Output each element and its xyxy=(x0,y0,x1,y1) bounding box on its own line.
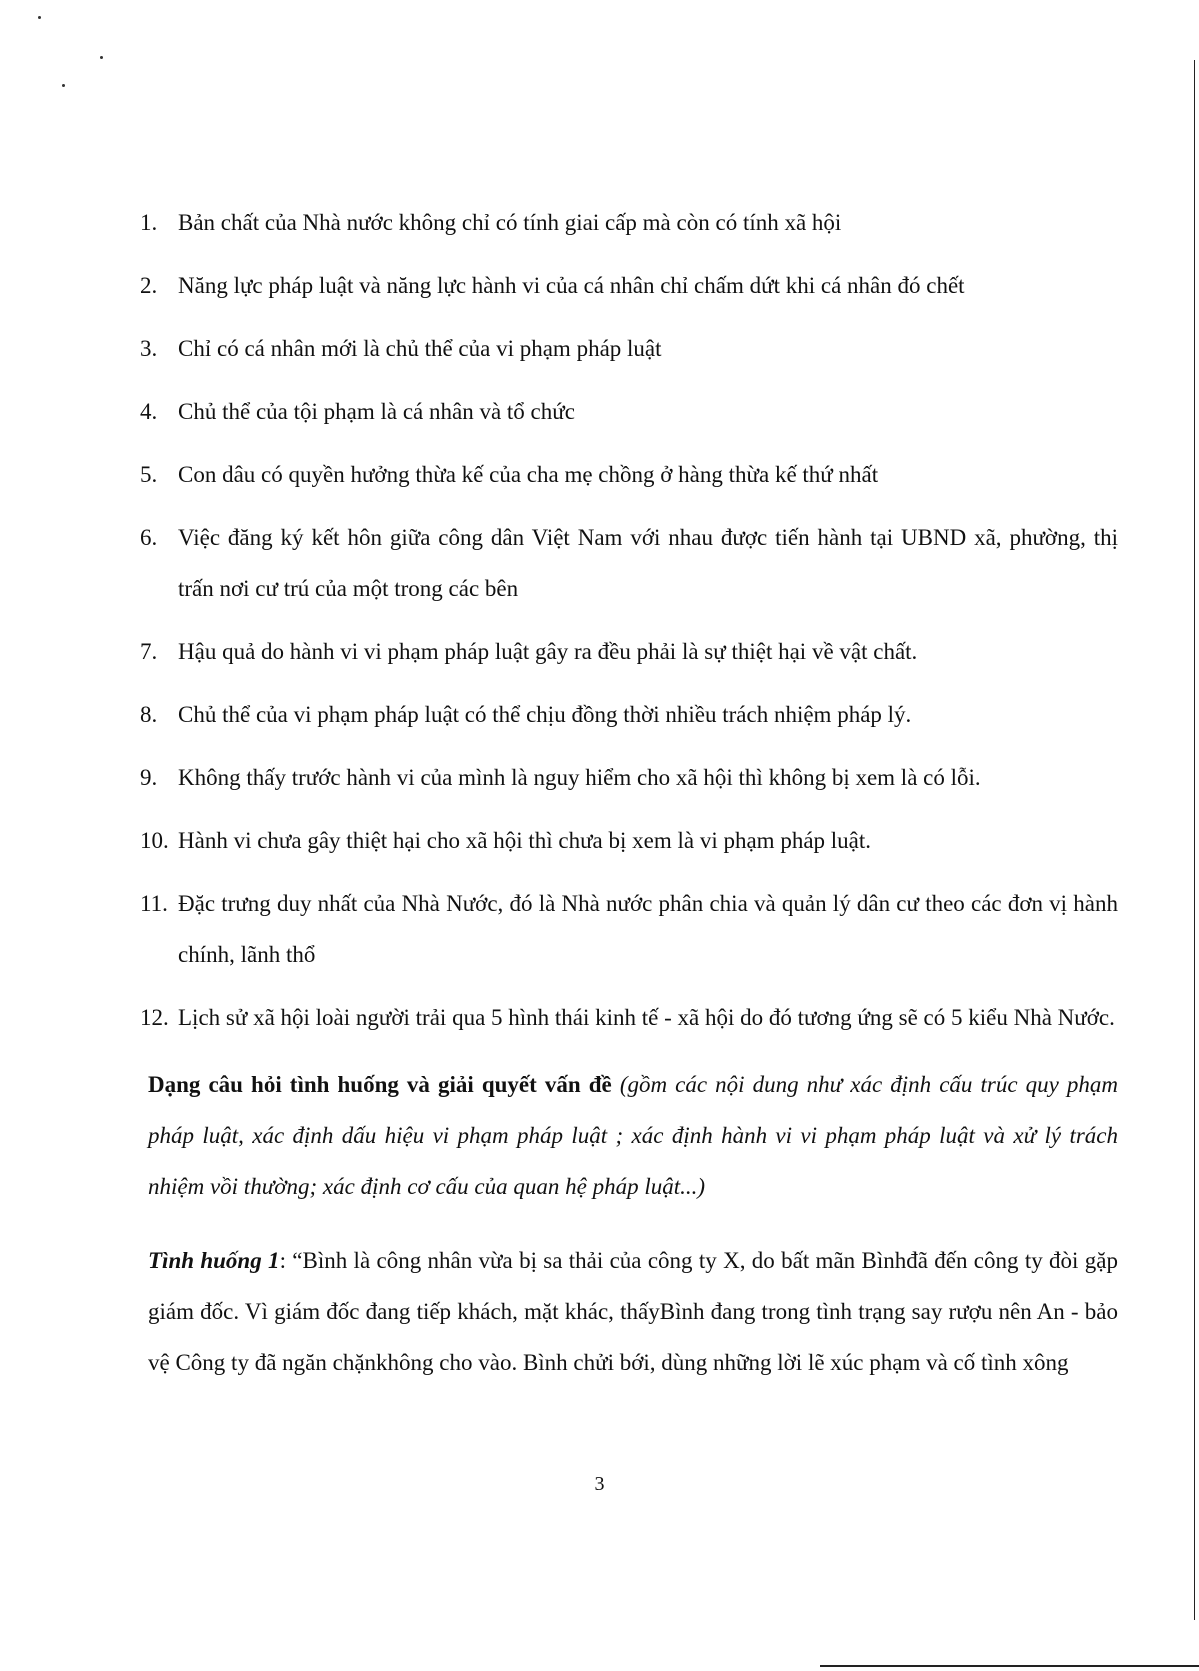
item-number: 9. xyxy=(140,765,158,790)
list-item xyxy=(140,992,1118,1043)
scan-speck xyxy=(100,56,103,59)
item-text: Đặc trưng duy nhất của Nhà Nước, đó là Nhà nước phân chia và quản lý dân cư theo các đơn vị hành chính, lãnh thổ xyxy=(178,891,1118,967)
item-text: Bản chất của Nhà nước không chỉ có tính giai cấp mà còn có tính xã hội xyxy=(178,210,842,235)
list-item xyxy=(140,512,1118,614)
item-number: 10. xyxy=(140,828,169,853)
list-item xyxy=(140,689,1118,740)
item-text: Lịch sử xã hội loài người trải qua 5 hình thái kinh tế - xã hội do đó tương ứng sẽ có 5 kiểu Nhà Nước. xyxy=(178,1005,1115,1030)
list-item xyxy=(140,815,1118,866)
list-item xyxy=(140,386,1118,437)
item-number: 3. xyxy=(140,336,158,361)
list-item xyxy=(140,752,1118,803)
item-text: Chủ thể của vi phạm pháp luật có thể chịu đồng thời nhiều trách nhiệm pháp lý. xyxy=(178,702,912,727)
case-paragraph xyxy=(148,1235,1118,1388)
list-item xyxy=(140,260,1118,311)
case-label: Tình huống 1 xyxy=(148,1248,280,1273)
section-heading: Dạng câu hỏi tình huống và giải quyết vấn đề xyxy=(148,1072,612,1097)
item-number: 8. xyxy=(140,702,158,727)
item-text: Năng lực pháp luật và năng lực hành vi của cá nhân chỉ chấm dứt khi cá nhân đó chết xyxy=(178,273,965,298)
statement-list xyxy=(140,197,1118,1043)
item-number: 11. xyxy=(140,891,168,916)
list-item xyxy=(140,449,1118,500)
item-number: 2. xyxy=(140,273,158,298)
item-text: Không thấy trước hành vi của mình là nguy hiểm cho xã hội thì không bị xem là có lỗi. xyxy=(178,765,981,790)
scan-edge-bottom xyxy=(820,1665,1199,1667)
section-note: (gồm các nội dung như xác định cấu trúc quy phạm pháp luật, xác định dấu hiệu vi phạm pháp luật ; xác định hành vi vi phạm pháp luật và xử lý trách nhiệm vồi thường; xác định cơ cấu của quan hệ pháp luật...) xyxy=(148,1072,1118,1199)
item-text: Chủ thể của tội phạm là cá nhân và tổ chức xyxy=(178,399,575,424)
item-number: 7. xyxy=(140,639,158,664)
scan-speck xyxy=(38,16,41,19)
item-number: 6. xyxy=(140,525,158,550)
item-number: 4. xyxy=(140,399,158,424)
list-item xyxy=(140,197,1118,248)
list-item xyxy=(140,626,1118,677)
item-number: 1. xyxy=(140,210,158,235)
item-text: Con dâu có quyền hưởng thừa kế của cha mẹ chồng ở hàng thừa kế thứ nhất xyxy=(178,462,879,487)
item-number: 5. xyxy=(140,462,158,487)
item-text: Chỉ có cá nhân mới là chủ thể của vi phạm pháp luật xyxy=(178,336,662,361)
scan-speck xyxy=(62,84,65,87)
page-number: 3 xyxy=(594,1473,605,1495)
scan-edge-right xyxy=(1194,60,1195,1620)
list-item xyxy=(140,878,1118,980)
document-page xyxy=(140,207,1118,1411)
item-text: Hành vi chưa gây thiệt hại cho xã hội thì chưa bị xem là vi phạm pháp luật. xyxy=(178,828,872,853)
case-text: : “Bình là công nhân vừa bị sa thải của công ty X, do bất mãn Bìnhđã đến công ty đòi gặp giám đốc. Vì giám đốc đang tiếp khách, mặt khác, thấyBình đang trong tình trạng say rượu nên An - bảo vệ Công ty đã ngăn chặnkhông cho vào. Bình chửi bới, dùng những lời lẽ xúc phạm và cố tình xông xyxy=(148,1248,1118,1375)
list-item xyxy=(140,323,1118,374)
item-text: Hậu quả do hành vi vi phạm pháp luật gây ra đều phải là sự thiệt hại về vật chất. xyxy=(178,639,918,664)
section-heading-paragraph xyxy=(148,1059,1118,1212)
item-text: Việc đăng ký kết hôn giữa công dân Việt Nam với nhau được tiến hành tại UBND xã, phường, thị trấn nơi cư trú của một trong các bên xyxy=(178,525,1118,601)
item-number: 12. xyxy=(140,1005,169,1030)
